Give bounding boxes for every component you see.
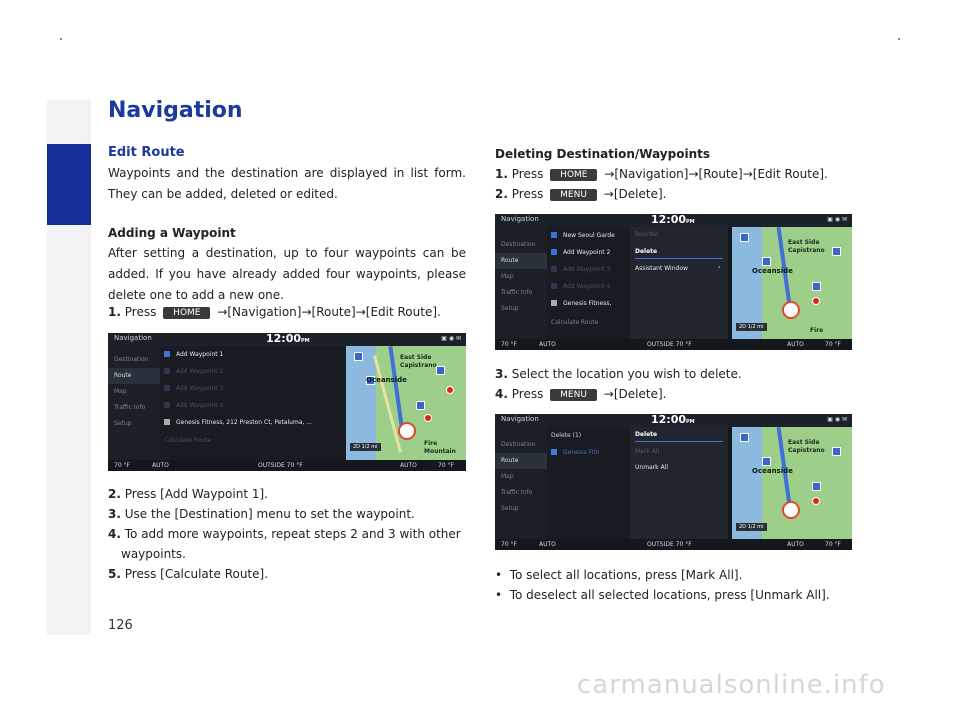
menu-destination[interactable]: Destination bbox=[501, 241, 536, 248]
chevron-right-icon: › bbox=[718, 264, 721, 271]
nav-screen-delete-select: Navigation 12:00PM ▣ ◉ ✉ Destination Route Map Traffic Info Setup Delete (1) Genesis Fitn Delete Mark All Unmark All East Side Capistrano Oceanside 2D 1/2 mi 70 °F AUTO OUTSIDE 70 °F AUTO 70 °F bbox=[495, 414, 852, 550]
left-step-4: 4. To add more waypoints, repeat steps 2 and 3 with other bbox=[108, 527, 461, 541]
left-step-2: 2. Press [Add Waypoint 1]. bbox=[108, 487, 268, 501]
intro-text: Waypoints and the destination are displayed in list form. They can be added, deleted or edited. bbox=[108, 166, 466, 201]
list-item[interactable]: Add Waypoint 4 bbox=[164, 402, 223, 409]
route-list bbox=[160, 346, 346, 460]
menu-assistant-window[interactable]: Assistant Window bbox=[635, 265, 688, 272]
chapter-tab-marker bbox=[47, 144, 91, 225]
menu-setup[interactable]: Setup bbox=[501, 305, 519, 312]
home-button: HOME bbox=[550, 169, 597, 181]
left-step-1: 1. Press HOME →[Navigation]→[Route]→[Edit Route]. bbox=[108, 305, 441, 319]
calculate-route-button[interactable]: Calculate Route bbox=[164, 437, 212, 444]
bullet-unmark-all: • To deselect all selected locations, press [Unmark All]. bbox=[495, 588, 830, 602]
list-item[interactable]: Add Waypoint 2 bbox=[551, 249, 610, 256]
menu-traffic-info[interactable]: Traffic Info bbox=[501, 289, 533, 296]
menu-unmark-all[interactable]: Unmark All bbox=[635, 464, 669, 471]
adding-paragraph bbox=[108, 243, 466, 306]
checkbox-icon bbox=[551, 449, 557, 455]
page-title: Navigation bbox=[108, 98, 243, 123]
menu-traffic-info[interactable]: Traffic Info bbox=[501, 489, 533, 496]
list-item[interactable]: Genesis Fitness, bbox=[551, 300, 611, 307]
car-position-icon bbox=[398, 422, 416, 440]
car-position-icon bbox=[782, 501, 800, 519]
status-icons: ▣ ◉ ✉ bbox=[441, 335, 461, 342]
menu-delete[interactable]: Delete bbox=[635, 431, 658, 438]
list-item[interactable]: Genesis Fitness, 212 Preston Ct, Petaluma, ... bbox=[164, 419, 312, 426]
calculate-route-button[interactable]: Calculate Route bbox=[551, 319, 599, 326]
list-item[interactable]: Add Waypoint 1 bbox=[164, 351, 223, 358]
page-number: 126 bbox=[108, 618, 133, 633]
menu-destination[interactable]: Destination bbox=[114, 356, 149, 363]
bullet-mark-all: • To select all locations, press [Mark All]. bbox=[495, 568, 743, 582]
home-button: HOME bbox=[163, 307, 210, 319]
nav-screen-delete-menu: Navigation 12:00PM ▣ ◉ ✉ Destination Route Map Traffic Info Setup New Seoul Garde Add Waypoint 2 Add Waypoint 3 Add Waypoint 4 Genesis Fitness, Calculate Route Reorder Delete Assistant Window › East Side Capistrano Oceanside Fire 2D 1/2 mi 70 °F AUTO OUTSIDE 70 °F AUTO 70 °F bbox=[495, 214, 852, 350]
adding-heading: Adding a Waypoint bbox=[108, 226, 236, 240]
nav-screen-add-waypoint: Navigation 12:00PM ▣ ◉ ✉ Destination Route Map Traffic Info Setup Add Waypoint 1 Add Waypoint 2 Add Waypoint 3 Add Waypoint 4 Genesis Fitness, 212 Preston Ct, Petaluma, ... Calculate Route East Side Capistrano Oceanside Fire Mountain 2D 1/2 mi 70 °F AUTO OUTSIDE 70 °F AUTO 70 °F bbox=[108, 333, 466, 471]
section-title: Edit Route bbox=[108, 145, 185, 160]
menu-reorder[interactable]: Reorder bbox=[635, 231, 659, 238]
right-step-3: 3. Select the location you wish to delete. bbox=[495, 367, 742, 381]
flag-icon bbox=[164, 351, 170, 357]
right-step-1: 1. Press HOME →[Navigation]→[Route]→[Edit Route]. bbox=[495, 167, 828, 181]
list-item[interactable]: Add Waypoint 2 bbox=[164, 368, 223, 375]
menu-delete[interactable]: Delete bbox=[635, 248, 658, 255]
menu-map[interactable]: Map bbox=[501, 273, 514, 280]
adding-text: After setting a destination, up to four waypoints can be added. If you have already added four waypoints, please delete one to add a new one. bbox=[108, 246, 466, 302]
menu-setup[interactable]: Setup bbox=[501, 505, 519, 512]
left-step-3: 3. Use the [Destination] menu to set the waypoint. bbox=[108, 507, 415, 521]
deleting-heading: Deleting Destination/Waypoints bbox=[495, 147, 710, 161]
left-step-5: 5. Press [Calculate Route]. bbox=[108, 567, 269, 581]
map-view: East Side Capistrano Oceanside Fire Mountain 2D 1/2 mi bbox=[346, 346, 466, 460]
menu-mark-all[interactable]: Mark All bbox=[635, 448, 660, 455]
menu-route[interactable]: Route bbox=[108, 368, 160, 384]
nav-menu bbox=[108, 346, 160, 460]
right-step-4: 4. Press MENU →[Delete]. bbox=[495, 387, 667, 401]
menu-setup[interactable]: Setup bbox=[114, 420, 132, 427]
delete-count-header: Delete (1) bbox=[551, 432, 582, 439]
menu-traffic-info[interactable]: Traffic Info bbox=[114, 404, 146, 411]
right-step-2: 2. Press MENU →[Delete]. bbox=[495, 187, 667, 201]
intro-paragraph bbox=[108, 163, 466, 205]
corner-mark bbox=[898, 38, 900, 40]
list-item[interactable]: Add Waypoint 3 bbox=[164, 385, 223, 392]
menu-destination[interactable]: Destination bbox=[501, 441, 536, 448]
menu-route[interactable]: Route bbox=[495, 253, 547, 269]
corner-mark bbox=[60, 38, 62, 40]
menu-map[interactable]: Map bbox=[501, 473, 514, 480]
list-item[interactable]: New Seoul Garde bbox=[551, 232, 615, 239]
list-item[interactable]: Add Waypoint 4 bbox=[551, 283, 610, 290]
menu-button: MENU bbox=[550, 389, 597, 401]
list-item[interactable]: Genesis Fitn bbox=[551, 449, 600, 456]
menu-button: MENU bbox=[550, 189, 597, 201]
left-step-4-cont: waypoints. bbox=[121, 547, 186, 561]
list-item[interactable]: Add Waypoint 3 bbox=[551, 266, 610, 273]
menu-map[interactable]: Map bbox=[114, 388, 127, 395]
climate-bar: 70 °F AUTO OUTSIDE 70 °F AUTO 70 °F bbox=[108, 460, 466, 471]
car-position-icon bbox=[782, 301, 800, 319]
watermark: carmanualsonline.info bbox=[577, 670, 886, 700]
menu-route[interactable]: Route bbox=[495, 453, 547, 469]
context-menu bbox=[630, 227, 728, 339]
